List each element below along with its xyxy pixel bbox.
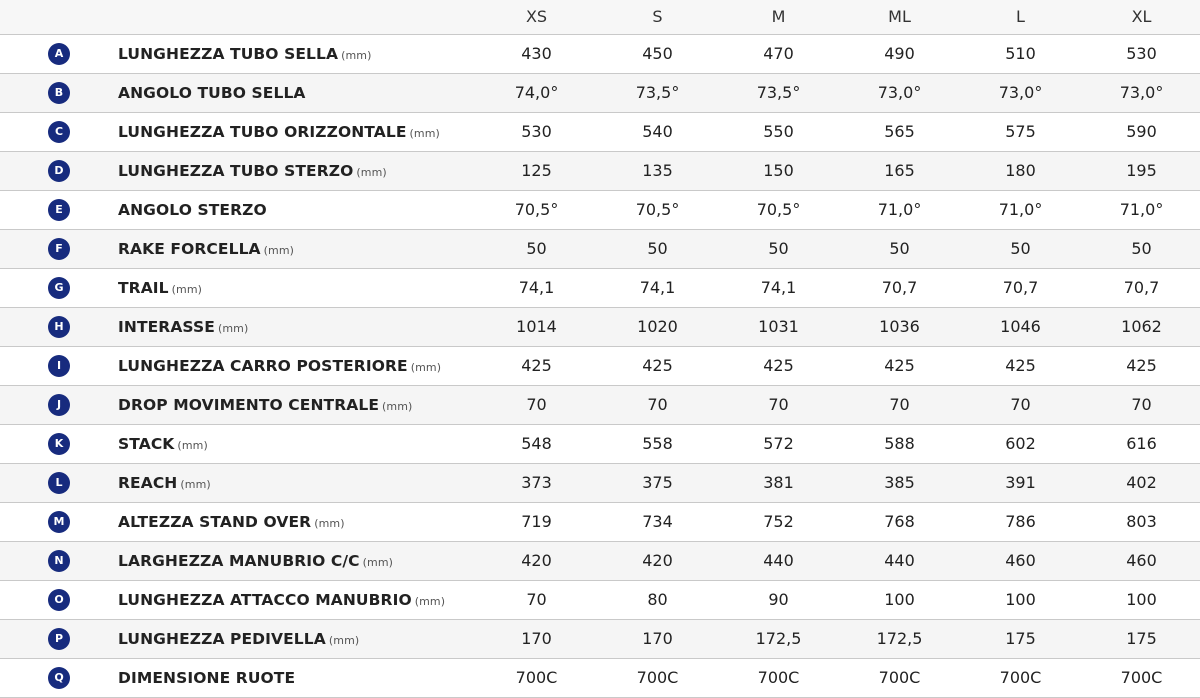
letter-badge: I <box>48 355 70 377</box>
letter-badge: K <box>48 433 70 455</box>
unit-label: (mm) <box>341 48 372 62</box>
size-value-cell: 74,1 <box>597 268 718 307</box>
measure-label: LARGHEZZA MANUBRIO C/C <box>118 551 360 570</box>
table-row <box>0 268 1200 307</box>
measure-label-cell <box>118 190 476 229</box>
size-value-cell: 420 <box>476 541 597 580</box>
size-value-cell: 172,5 <box>839 619 960 658</box>
measure-label: LUNGHEZZA PEDIVELLA <box>118 629 326 648</box>
unit-label: (mm) <box>171 282 203 296</box>
size-value-cell: 425 <box>476 346 597 385</box>
size-value-cell: 70 <box>839 385 960 424</box>
size-value-cell: 80 <box>597 580 718 619</box>
size-header: M <box>718 0 839 34</box>
measure-label: ALTEZZA STAND OVER <box>118 512 312 531</box>
measure-label: LUNGHEZZA TUBO STERZO <box>118 161 354 180</box>
badge-cell <box>0 463 118 502</box>
size-value-cell: 616 <box>1081 424 1200 463</box>
size-value-cell: 150 <box>718 151 839 190</box>
letter-badge: H <box>48 316 70 338</box>
size-value-cell: 460 <box>1081 541 1200 580</box>
unit-label: (mm) <box>409 126 440 140</box>
size-value-cell: 440 <box>839 541 960 580</box>
size-value-cell: 420 <box>597 541 718 580</box>
size-value-cell: 391 <box>960 463 1081 502</box>
size-header: S <box>597 0 718 34</box>
badge-cell <box>0 541 118 580</box>
measure-label: LUNGHEZZA ATTACCO MANUBRIO <box>118 590 412 609</box>
size-value-cell: 70,7 <box>960 268 1081 307</box>
table-row <box>0 580 1200 619</box>
table-row <box>0 73 1200 112</box>
letter-badge: C <box>48 121 70 143</box>
size-header: XS <box>476 0 597 34</box>
size-value-cell: 425 <box>960 346 1081 385</box>
badge-cell <box>0 34 118 73</box>
letter-badge: A <box>48 43 70 65</box>
measure-label-cell <box>118 424 476 463</box>
size-value-cell: 425 <box>718 346 839 385</box>
size-value-cell: 530 <box>1081 34 1200 73</box>
size-value-cell: 558 <box>597 424 718 463</box>
table-row <box>0 658 1200 697</box>
measure-label-cell <box>118 268 476 307</box>
measure-label: REACH <box>118 473 178 492</box>
unit-label: (mm) <box>217 321 249 335</box>
size-value-cell: 510 <box>960 34 1081 73</box>
size-value-cell: 470 <box>718 34 839 73</box>
badge-cell <box>0 112 118 151</box>
size-header: ML <box>839 0 960 34</box>
table-row <box>0 619 1200 658</box>
measure-label-cell <box>118 151 476 190</box>
size-value-cell: 700C <box>960 658 1081 697</box>
table-row <box>0 424 1200 463</box>
badge-cell <box>0 385 118 424</box>
unit-label: (mm) <box>356 165 387 179</box>
size-value-cell: 170 <box>597 619 718 658</box>
badge-cell <box>0 580 118 619</box>
measure-label-cell <box>118 112 476 151</box>
measure-label: DIMENSIONE RUOTE <box>118 668 296 687</box>
size-value-cell: 1062 <box>1081 307 1200 346</box>
unit-label: (mm) <box>410 360 442 374</box>
size-value-cell: 165 <box>839 151 960 190</box>
size-value-cell: 700C <box>839 658 960 697</box>
size-value-cell: 100 <box>839 580 960 619</box>
size-value-cell: 50 <box>960 229 1081 268</box>
size-value-cell: 73,0° <box>1081 73 1200 112</box>
size-value-cell: 70,7 <box>839 268 960 307</box>
table-row <box>0 385 1200 424</box>
size-value-cell: 375 <box>597 463 718 502</box>
table-row <box>0 151 1200 190</box>
size-value-cell: 50 <box>476 229 597 268</box>
size-value-cell: 125 <box>476 151 597 190</box>
letter-badge: O <box>48 589 70 611</box>
table-row <box>0 190 1200 229</box>
size-value-cell: 175 <box>1081 619 1200 658</box>
size-value-cell: 50 <box>839 229 960 268</box>
measure-label-cell <box>118 658 476 697</box>
measure-label-cell <box>118 73 476 112</box>
measure-label-cell <box>118 346 476 385</box>
letter-badge: B <box>48 82 70 104</box>
header-blank-label <box>118 0 476 34</box>
badge-cell <box>0 619 118 658</box>
size-value-cell: 575 <box>960 112 1081 151</box>
size-value-cell: 490 <box>839 34 960 73</box>
size-value-cell: 530 <box>476 112 597 151</box>
size-value-cell: 565 <box>839 112 960 151</box>
size-value-cell: 180 <box>960 151 1081 190</box>
size-value-cell: 602 <box>960 424 1081 463</box>
unit-label: (mm) <box>263 243 295 257</box>
badge-cell <box>0 73 118 112</box>
size-value-cell: 373 <box>476 463 597 502</box>
size-value-cell: 440 <box>718 541 839 580</box>
size-value-cell: 50 <box>718 229 839 268</box>
size-value-cell: 752 <box>718 502 839 541</box>
measure-label-cell <box>118 580 476 619</box>
size-value-cell: 135 <box>597 151 718 190</box>
size-value-cell: 71,0° <box>839 190 960 229</box>
table-row <box>0 502 1200 541</box>
size-value-cell: 550 <box>718 112 839 151</box>
size-value-cell: 1014 <box>476 307 597 346</box>
size-value-cell: 70,5° <box>597 190 718 229</box>
size-value-cell: 1031 <box>718 307 839 346</box>
geometry-table-body <box>0 34 1200 697</box>
size-header: L <box>960 0 1081 34</box>
size-value-cell: 73,0° <box>839 73 960 112</box>
size-value-cell: 450 <box>597 34 718 73</box>
measure-label-cell <box>118 34 476 73</box>
size-value-cell: 70 <box>718 385 839 424</box>
measure-label: INTERASSE <box>118 317 215 336</box>
size-value-cell: 402 <box>1081 463 1200 502</box>
size-value-cell: 70 <box>476 385 597 424</box>
size-value-cell: 803 <box>1081 502 1200 541</box>
size-value-cell: 50 <box>597 229 718 268</box>
letter-badge: Q <box>48 667 70 689</box>
unit-label: (mm) <box>362 555 394 569</box>
table-row <box>0 463 1200 502</box>
badge-cell <box>0 424 118 463</box>
size-header: XL <box>1081 0 1200 34</box>
header-blank-badge <box>0 0 118 34</box>
measure-label: LUNGHEZZA TUBO SELLA <box>118 44 339 63</box>
unit-label: (mm) <box>177 438 208 452</box>
badge-cell <box>0 658 118 697</box>
size-value-cell: 590 <box>1081 112 1200 151</box>
unit-label: (mm) <box>414 594 446 608</box>
badge-cell <box>0 190 118 229</box>
table-row <box>0 541 1200 580</box>
size-value-cell: 588 <box>839 424 960 463</box>
letter-badge: E <box>48 199 70 221</box>
size-value-cell: 90 <box>718 580 839 619</box>
measure-label: TRAIL <box>118 278 169 297</box>
size-value-cell: 73,5° <box>597 73 718 112</box>
table-row <box>0 229 1200 268</box>
badge-cell <box>0 307 118 346</box>
measure-label: ANGOLO STERZO <box>118 200 267 219</box>
size-value-cell: 381 <box>718 463 839 502</box>
unit-label: (mm) <box>180 477 211 491</box>
size-value-cell: 195 <box>1081 151 1200 190</box>
size-value-cell: 70,5° <box>476 190 597 229</box>
measure-label-cell <box>118 619 476 658</box>
measure-label-cell <box>118 541 476 580</box>
measure-label: LUNGHEZZA CARRO POSTERIORE <box>118 356 408 375</box>
size-value-cell: 719 <box>476 502 597 541</box>
badge-cell <box>0 502 118 541</box>
size-value-cell: 70 <box>960 385 1081 424</box>
measure-label-cell <box>118 463 476 502</box>
size-value-cell: 385 <box>839 463 960 502</box>
size-value-cell: 170 <box>476 619 597 658</box>
letter-badge: F <box>48 238 70 260</box>
size-header-row <box>0 0 1200 34</box>
size-value-cell: 71,0° <box>1081 190 1200 229</box>
size-value-cell: 100 <box>1081 580 1200 619</box>
size-value-cell: 425 <box>1081 346 1200 385</box>
size-value-cell: 700C <box>597 658 718 697</box>
table-row <box>0 307 1200 346</box>
measure-label-cell <box>118 385 476 424</box>
badge-cell <box>0 229 118 268</box>
size-value-cell: 100 <box>960 580 1081 619</box>
measure-label-cell <box>118 229 476 268</box>
size-value-cell: 786 <box>960 502 1081 541</box>
badge-cell <box>0 346 118 385</box>
size-value-cell: 700C <box>1081 658 1200 697</box>
size-value-cell: 430 <box>476 34 597 73</box>
size-value-cell: 425 <box>839 346 960 385</box>
size-value-cell: 73,5° <box>718 73 839 112</box>
size-value-cell: 74,0° <box>476 73 597 112</box>
size-value-cell: 172,5 <box>718 619 839 658</box>
size-value-cell: 1036 <box>839 307 960 346</box>
table-row <box>0 112 1200 151</box>
measure-label-cell <box>118 502 476 541</box>
size-value-cell: 548 <box>476 424 597 463</box>
badge-cell <box>0 268 118 307</box>
size-value-cell: 768 <box>839 502 960 541</box>
letter-badge: D <box>48 160 70 182</box>
unit-label: (mm) <box>314 516 345 530</box>
letter-badge: M <box>48 511 70 533</box>
size-value-cell: 425 <box>597 346 718 385</box>
letter-badge: L <box>48 472 70 494</box>
unit-label: (mm) <box>382 399 413 413</box>
size-value-cell: 73,0° <box>960 73 1081 112</box>
measure-label: LUNGHEZZA TUBO ORIZZONTALE <box>118 122 407 141</box>
size-value-cell: 700C <box>718 658 839 697</box>
size-value-cell: 74,1 <box>718 268 839 307</box>
letter-badge: J <box>48 394 70 416</box>
size-value-cell: 700C <box>476 658 597 697</box>
measure-label: ANGOLO TUBO SELLA <box>118 83 306 102</box>
size-value-cell: 540 <box>597 112 718 151</box>
measure-label: RAKE FORCELLA <box>118 239 261 258</box>
size-value-cell: 70 <box>476 580 597 619</box>
letter-badge: G <box>48 277 70 299</box>
size-value-cell: 734 <box>597 502 718 541</box>
size-value-cell: 70 <box>597 385 718 424</box>
size-value-cell: 572 <box>718 424 839 463</box>
size-value-cell: 74,1 <box>476 268 597 307</box>
size-value-cell: 175 <box>960 619 1081 658</box>
size-value-cell: 70,7 <box>1081 268 1200 307</box>
letter-badge: N <box>48 550 70 572</box>
table-row <box>0 346 1200 385</box>
size-value-cell: 1046 <box>960 307 1081 346</box>
unit-label: (mm) <box>328 633 360 647</box>
size-value-cell: 50 <box>1081 229 1200 268</box>
table-row <box>0 34 1200 73</box>
letter-badge: P <box>48 628 70 650</box>
size-value-cell: 460 <box>960 541 1081 580</box>
measure-label: STACK <box>118 434 175 453</box>
measure-label-cell <box>118 307 476 346</box>
size-value-cell: 70 <box>1081 385 1200 424</box>
size-value-cell: 71,0° <box>960 190 1081 229</box>
badge-cell <box>0 151 118 190</box>
size-value-cell: 1020 <box>597 307 718 346</box>
measure-label: DROP MOVIMENTO CENTRALE <box>118 395 380 414</box>
size-value-cell: 70,5° <box>718 190 839 229</box>
